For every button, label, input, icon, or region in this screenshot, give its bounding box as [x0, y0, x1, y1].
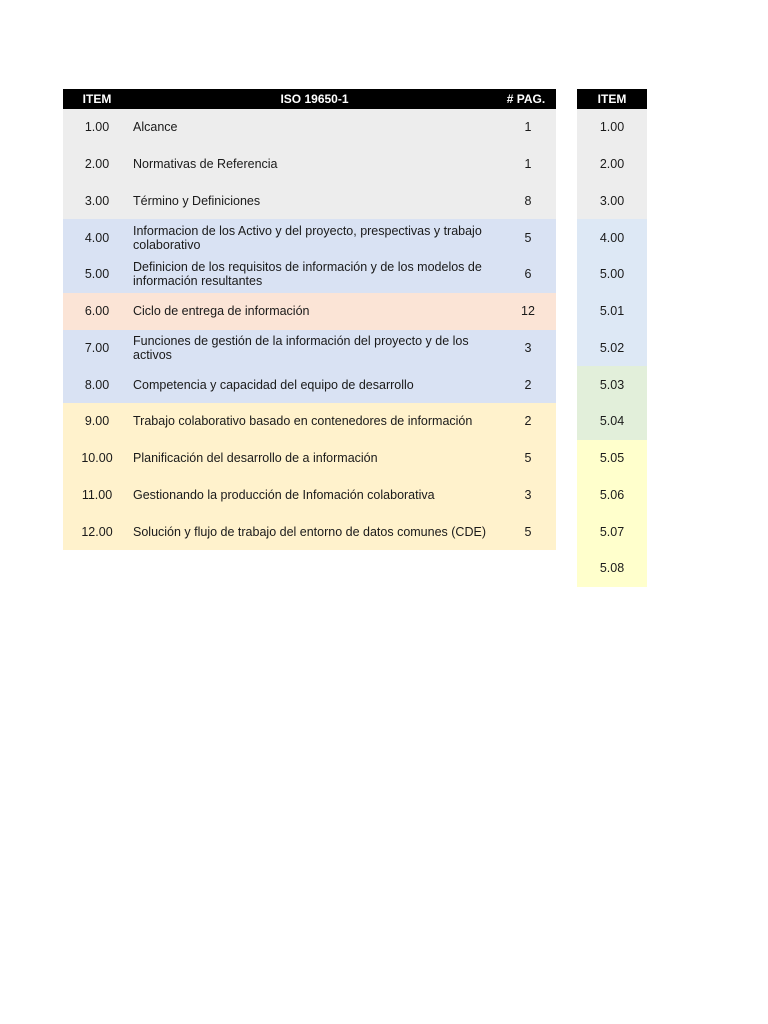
side-row-item: 4.00 — [599, 230, 625, 245]
side-row-item: 2.00 — [599, 157, 625, 172]
table-row — [63, 366, 556, 403]
row-desc: Informacion de los Activo y del proyecto, prespectivas y trabajo colaborativo — [133, 223, 482, 252]
row-pages: 8 — [524, 193, 532, 208]
header-item: ITEM — [82, 92, 112, 106]
row-pages: 1 — [524, 157, 532, 172]
side-row — [577, 477, 647, 514]
side-row — [577, 219, 647, 256]
row-pages: 2 — [524, 377, 532, 392]
header-pages: # PAG. — [506, 92, 546, 106]
row-desc: Solución y flujo de trabajo del entorno de datos comunes (CDE) — [133, 524, 486, 539]
row-desc: Trabajo colaborativo basado en contenedores de información — [133, 414, 473, 429]
row-pages: 5 — [524, 230, 532, 245]
row-pages: 12 — [521, 304, 535, 319]
item-side-table — [577, 89, 647, 587]
row-item: 5.00 — [84, 267, 110, 282]
side-header-item: ITEM — [597, 92, 627, 106]
side-row-item: 1.00 — [599, 120, 625, 135]
row-desc: Funciones de gestión de la información del proyecto y de los activos — [133, 333, 469, 362]
side-row — [577, 256, 647, 293]
row-item: 11.00 — [81, 487, 113, 502]
table-row — [63, 440, 556, 477]
row-item: 6.00 — [84, 304, 110, 319]
row-pages: 1 — [524, 120, 532, 135]
row-desc: Competencia y capacidad del equipo de desarrollo — [133, 377, 414, 392]
side-row — [577, 183, 647, 220]
side-table-header — [577, 89, 647, 109]
row-pages: 5 — [524, 524, 532, 539]
row-item: 3.00 — [84, 193, 110, 208]
row-item: 12.00 — [81, 524, 113, 539]
table-header — [63, 89, 556, 109]
side-row — [577, 330, 647, 367]
side-row-item: 5.04 — [599, 414, 625, 429]
table-row — [63, 256, 556, 293]
iso-index-table — [63, 89, 556, 550]
table-row — [63, 513, 556, 550]
side-row — [577, 403, 647, 440]
row-pages: 3 — [524, 340, 532, 355]
table-row — [63, 146, 556, 183]
table-row — [63, 219, 556, 256]
row-desc: Ciclo de entrega de información — [133, 304, 310, 319]
side-row-item: 5.07 — [599, 524, 625, 539]
row-pages: 2 — [524, 414, 532, 429]
table-row — [63, 330, 556, 367]
row-desc: Planificación del desarrollo de a información — [133, 451, 378, 466]
row-desc: Término y Definiciones — [133, 193, 261, 208]
row-item: 9.00 — [84, 414, 110, 429]
side-row — [577, 513, 647, 550]
side-row — [577, 146, 647, 183]
side-row — [577, 109, 647, 146]
side-row-item: 5.05 — [599, 451, 625, 466]
side-row — [577, 293, 647, 330]
row-desc: Gestionando la producción de Infomación colaborativa — [133, 487, 435, 502]
side-row — [577, 366, 647, 403]
table-row — [63, 293, 556, 330]
table-row — [63, 183, 556, 220]
row-item: 8.00 — [84, 377, 110, 392]
side-row — [577, 550, 647, 587]
table-row — [63, 109, 556, 146]
header-title: ISO 19650-1 — [280, 92, 349, 106]
side-row-item: 5.01 — [599, 304, 625, 319]
row-desc: Normativas de Referencia — [133, 157, 278, 172]
table-row — [63, 403, 556, 440]
side-row-item: 5.08 — [599, 561, 625, 576]
side-row-item: 5.03 — [599, 377, 625, 392]
side-row-item: 3.00 — [599, 193, 625, 208]
table-row — [63, 477, 556, 514]
side-row-item: 5.06 — [599, 487, 625, 502]
row-item: 2.00 — [84, 157, 110, 172]
row-item: 1.00 — [84, 120, 110, 135]
row-item: 10.00 — [81, 451, 113, 466]
row-pages: 6 — [524, 267, 532, 282]
row-item: 4.00 — [84, 230, 110, 245]
row-item: 7.00 — [84, 340, 110, 355]
side-row-item: 5.02 — [599, 340, 625, 355]
row-pages: 3 — [524, 487, 532, 502]
side-row — [577, 440, 647, 477]
side-row-item: 5.00 — [599, 267, 625, 282]
row-pages: 5 — [524, 451, 532, 466]
row-desc: Definicion de los requisitos de información y de los modelos de información resultantes — [133, 260, 482, 289]
row-desc: Alcance — [133, 120, 178, 135]
